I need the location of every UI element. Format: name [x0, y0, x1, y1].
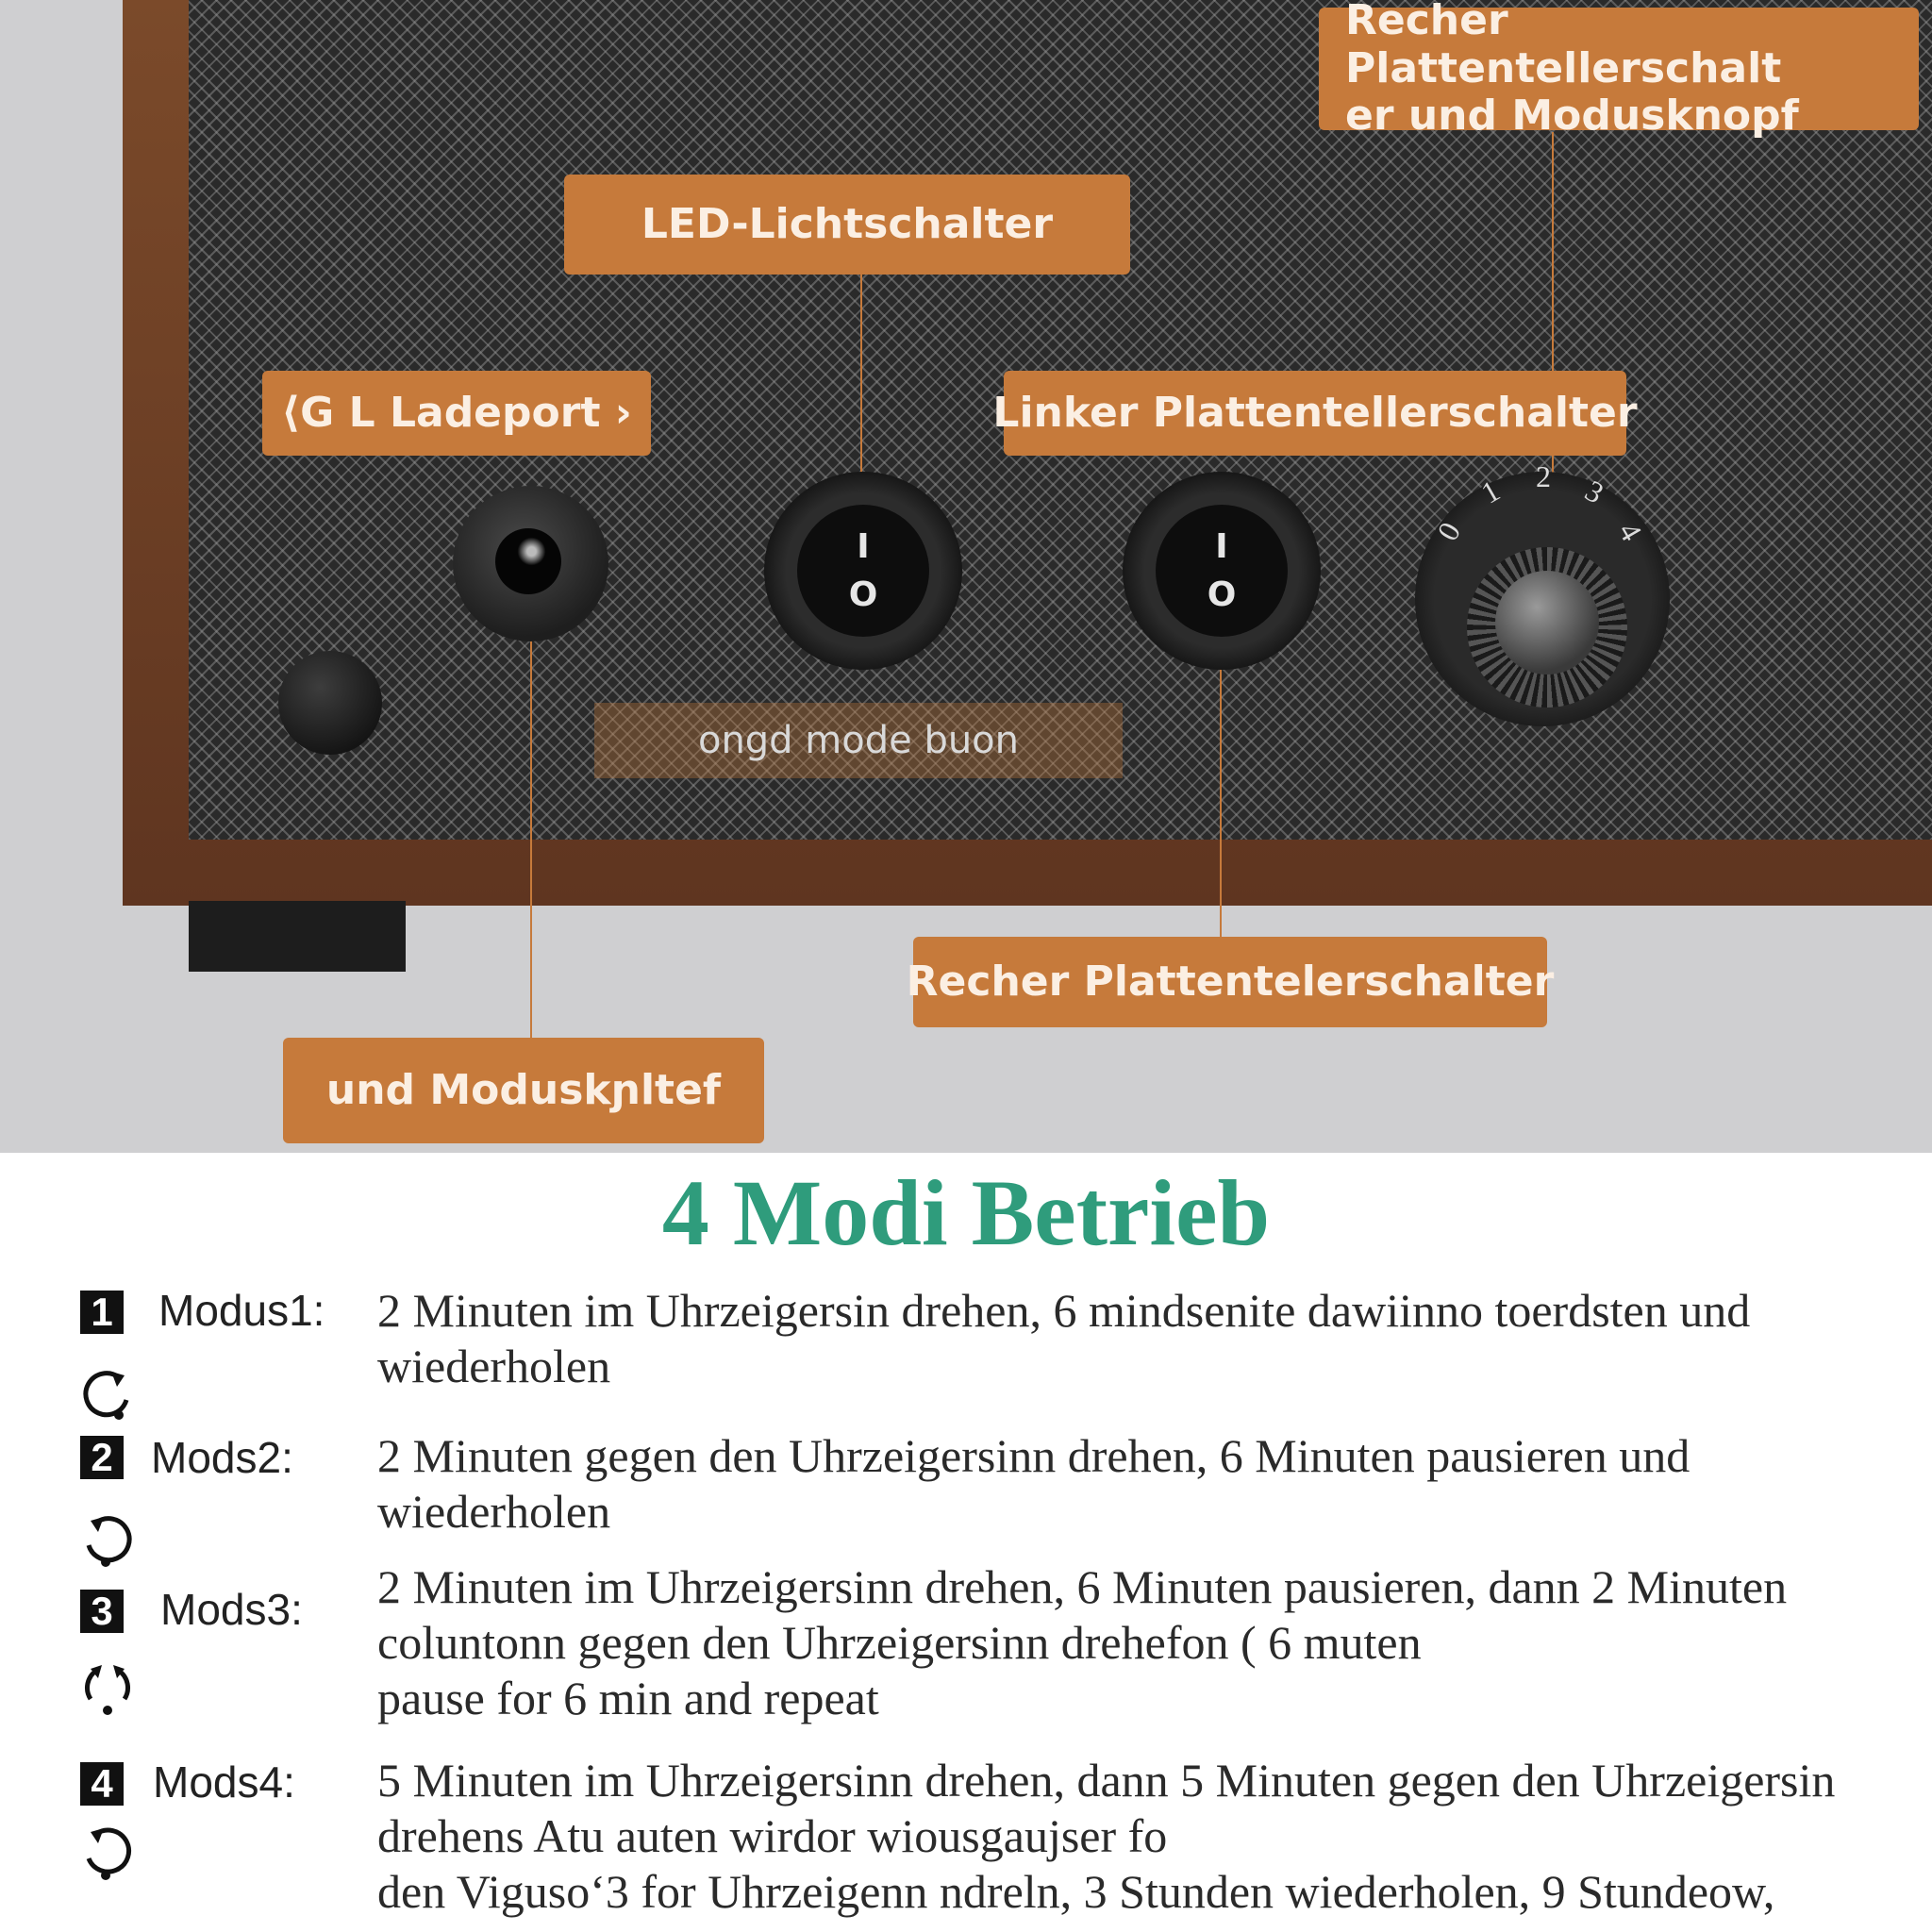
- mode-line: pause for 6 min and repeat: [377, 1672, 879, 1724]
- callout-charging-port: ⟨G L Ladeport ›: [262, 371, 651, 456]
- callout-line: er und Modusknopf: [1345, 92, 1799, 141]
- dial-number: 1: [1474, 473, 1506, 510]
- mode-description: [377, 1559, 1896, 1726]
- mode-name: Mods2:: [151, 1433, 293, 1482]
- rotate-counterclockwise-icon: [77, 1821, 138, 1881]
- mode-line: 5 Minuten im Uhrzeigersinn drehen, dann 5 Minuten gegen den Uhrzeigersin: [377, 1754, 1836, 1807]
- mode-line: 2 Minuten im Uhrzeigersin drehen, 6 mindsenite dawiinno toerdsten und: [377, 1284, 1751, 1337]
- round-button: [278, 651, 382, 755]
- mode-number-badge: 3: [80, 1590, 124, 1633]
- mode-line: drehens Atu auten wirdor wiousgaujser fo: [377, 1809, 1168, 1862]
- mode-knob-cap: [1495, 571, 1599, 675]
- mode-line: wiederholen: [377, 1485, 611, 1538]
- callout-right-switch: Recher Plattentelerschalter: [913, 937, 1547, 1027]
- switch-off-mark: O: [848, 575, 878, 614]
- mode-number-badge: 2: [80, 1436, 124, 1479]
- switch-off-mark: O: [1207, 575, 1237, 614]
- left-turntable-switch: [1156, 505, 1288, 637]
- faded-caption: ongd mode buon: [594, 703, 1123, 778]
- mode-description: [377, 1753, 1896, 1920]
- mode-description: [377, 1283, 1896, 1394]
- mode-description: [377, 1428, 1896, 1540]
- mode-number-badge: 1: [80, 1291, 124, 1334]
- cabinet-foot: [189, 901, 406, 972]
- leader-line: [860, 274, 862, 481]
- switch-on-mark: I: [1215, 527, 1228, 566]
- leader-line: [530, 604, 532, 1038]
- mode-name: Mods4:: [153, 1757, 295, 1807]
- mode-name: Mods3:: [160, 1585, 303, 1634]
- dial-number: 0: [1429, 516, 1468, 547]
- dial-number: 2: [1536, 459, 1551, 493]
- mode-name: Modus1:: [158, 1286, 325, 1335]
- callout-line: Recher Plattentellerschalt: [1345, 0, 1782, 92]
- mode-line: coluntonn gegen den Uhrzeigersinn drehefon ( 6 muten: [377, 1616, 1422, 1669]
- mode-line: den Vigusoʻ3 for Uhrzeigenn ndreln, 3 Stunden wiederholen, 9 Stundeow,: [377, 1865, 1775, 1918]
- rotate-both-icon: [77, 1657, 138, 1718]
- charging-port-hole: [495, 528, 561, 594]
- callout-right-switch-knob: [1319, 0, 1919, 141]
- callout-mode-knob: und Moduskɲltef: [283, 1038, 764, 1143]
- callout-left-switch: Linker Plattentellerschalter: [1004, 371, 1626, 456]
- mode-line: 2 Minuten gegen den Uhrzeigersinn drehen, 6 Minuten pausieren und: [377, 1429, 1690, 1482]
- dial-number: 3: [1579, 473, 1610, 510]
- rotate-counterclockwise-icon: [77, 1507, 138, 1568]
- dial-number: 4: [1611, 516, 1650, 547]
- section-heading: 4 Modi Betrieb: [661, 1160, 1271, 1265]
- callout-led-switch: LED-Lichtschalter: [564, 175, 1130, 275]
- mode-line: wiederholen: [377, 1340, 611, 1392]
- led-light-switch: [797, 505, 929, 637]
- switch-on-mark: I: [857, 527, 870, 566]
- mode-line: 2 Minuten im Uhrzeigersinn drehen, 6 Minuten pausieren, dann 2 Minuten: [377, 1560, 1788, 1613]
- mode-number-badge: 4: [80, 1762, 124, 1806]
- rotate-clockwise-icon: [77, 1362, 138, 1423]
